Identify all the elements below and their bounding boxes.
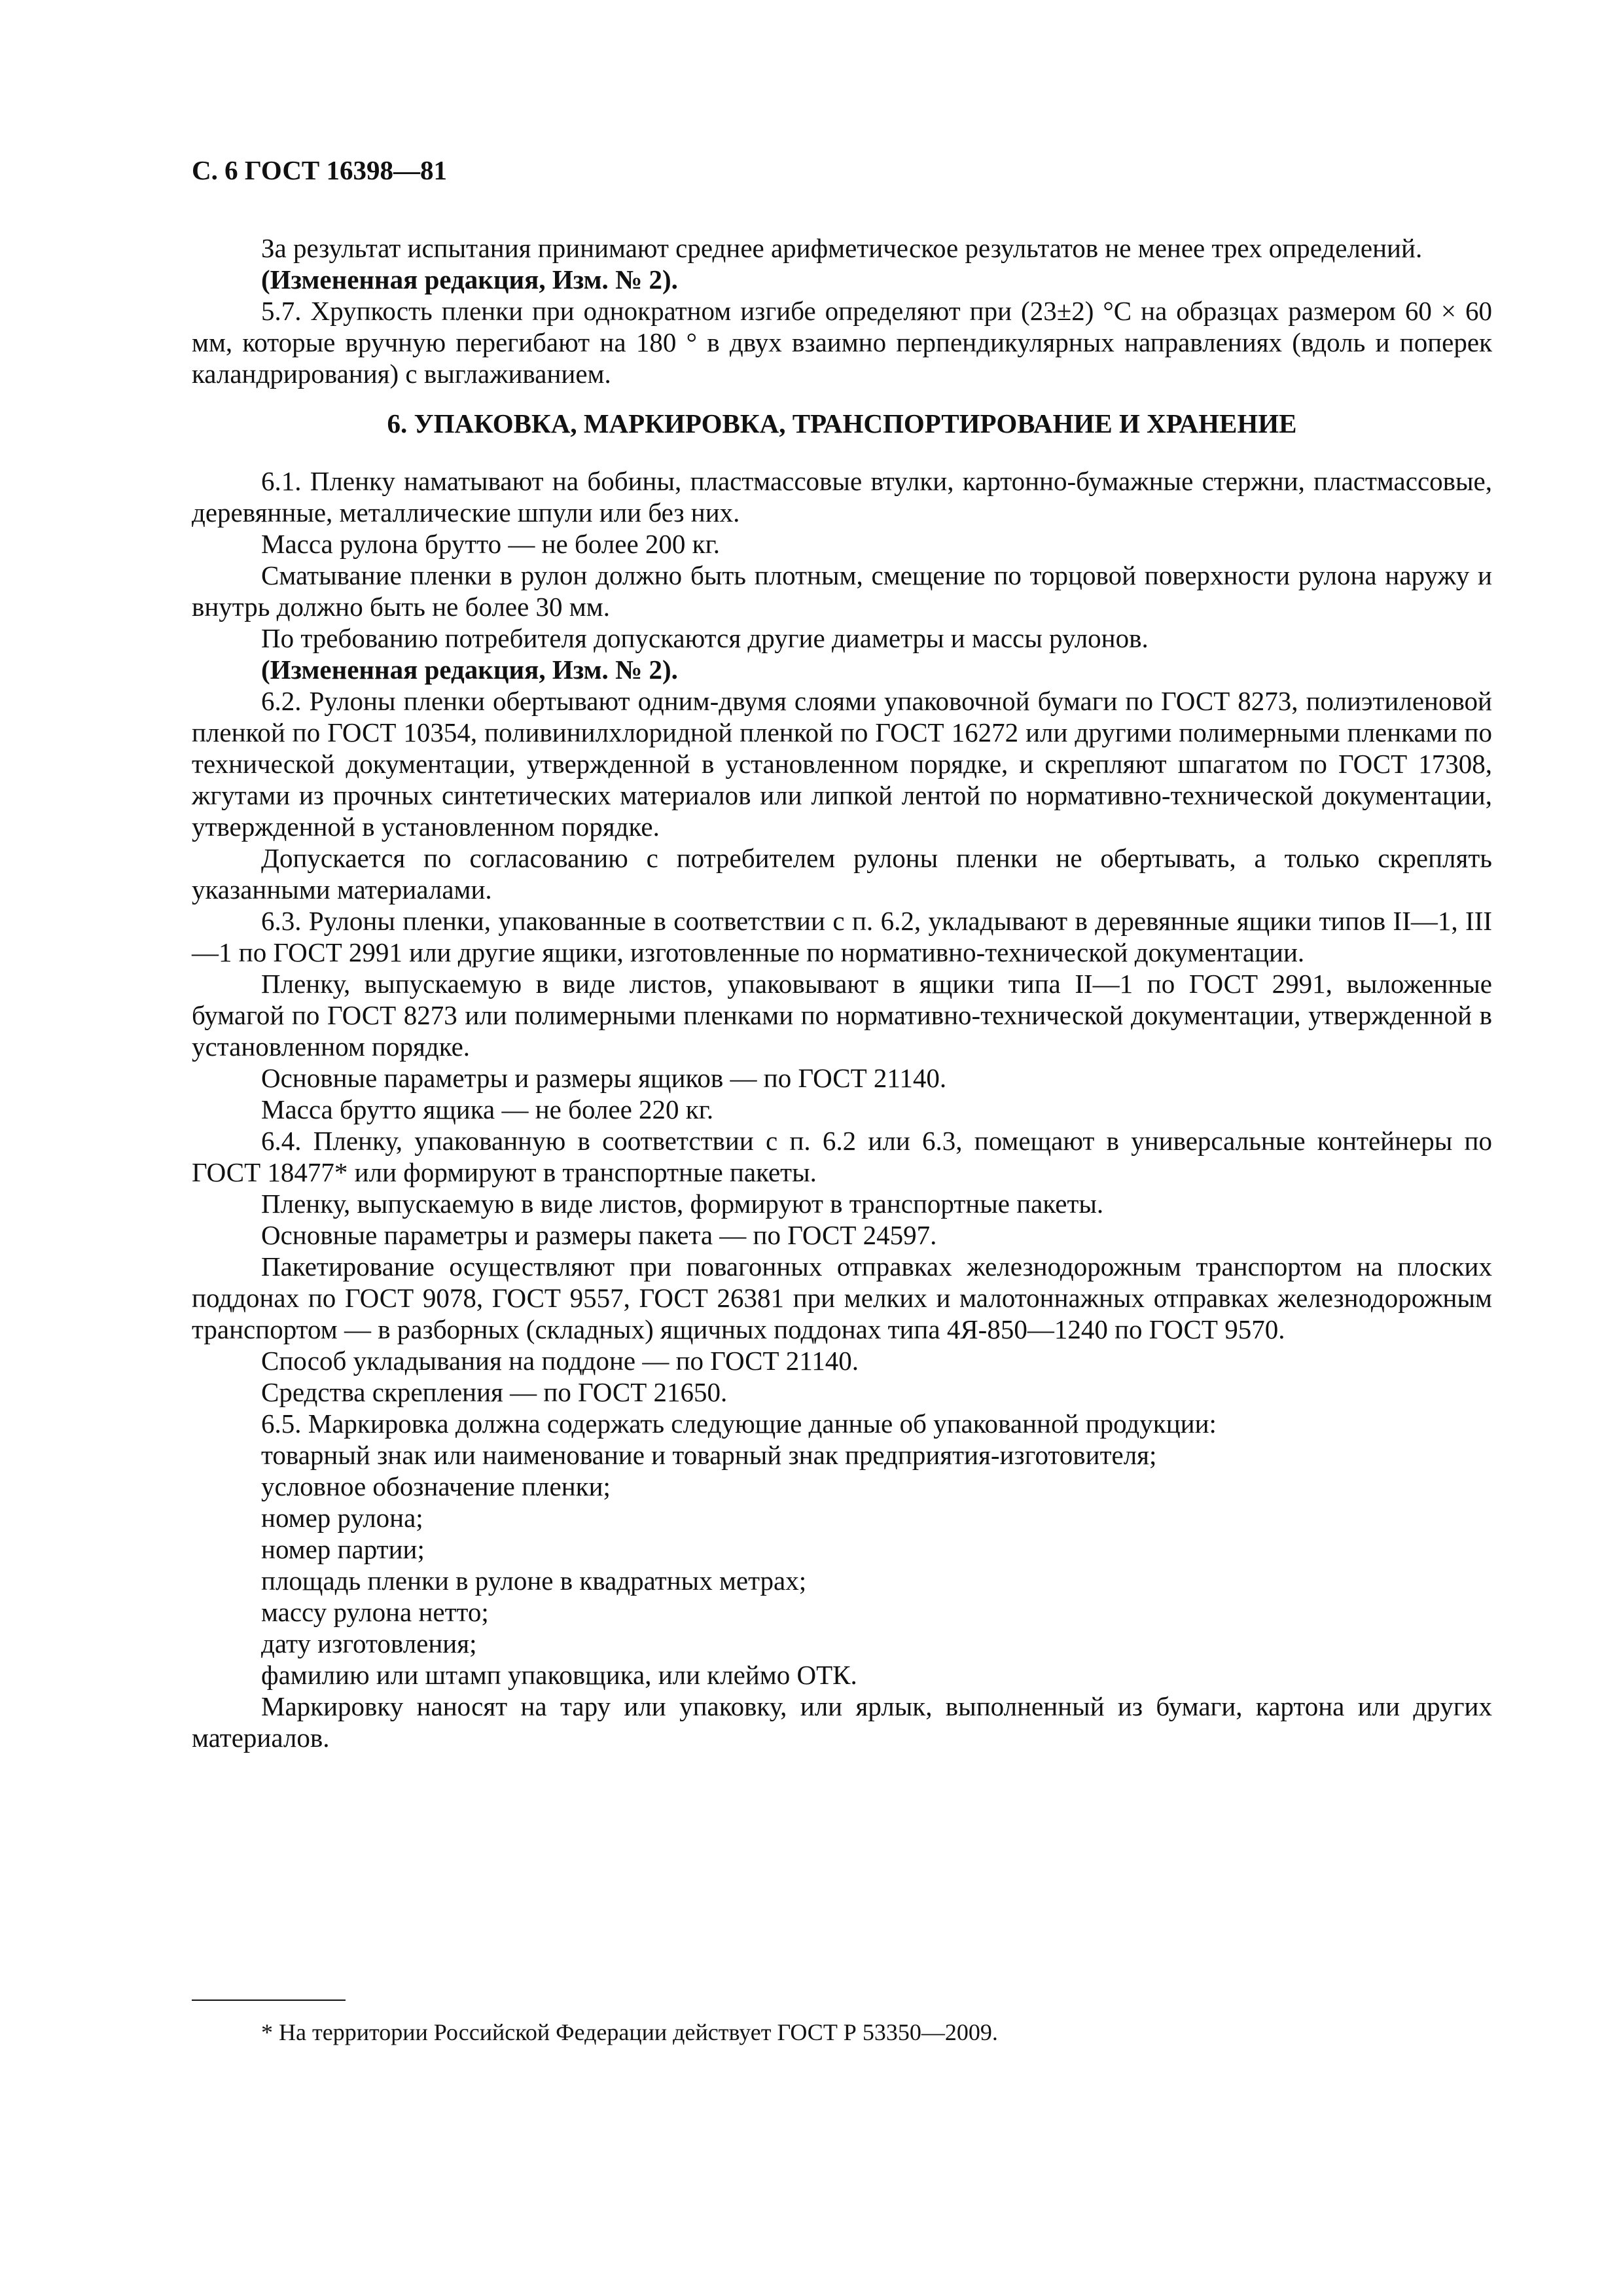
body-paragraph: Допускается по согласованию с потребителем рулоны пленки не обертывать, а только скреплять указанными материалами. [192, 843, 1492, 905]
body-paragraph: Пленку, выпускаемую в виде листов, упаковывают в ящики типа II—1 по ГОСТ 2991, выложенные бумагой по ГОСТ 8273 или полимерными пленками по нормативно-технической документации, утвержденной в установленном порядке. [192, 969, 1492, 1062]
section-heading: 6. УПАКОВКА, МАРКИРОВКА, ТРАНСПОРТИРОВАНИЕ И ХРАНЕНИЕ [387, 408, 1297, 439]
body-paragraph: Основные параметры и размеры пакета — по ГОСТ 24597. [261, 1220, 937, 1250]
body-paragraph: дату изготовления; [261, 1628, 477, 1659]
body-paragraph: Масса рулона брутто — не более 200 кг. [261, 529, 721, 559]
body-paragraph: 6.3. Рулоны пленки, упакованные в соответствии с п. 6.2, укладывают в деревянные ящики типов II—1, III—1 по ГОСТ 2991 или другие ящики, изготовленные по нормативно-технической документации. [192, 906, 1492, 967]
body-paragraph: 6.5. Маркировка должна содержать следующие данные об упакованной продукции: [261, 1408, 1217, 1439]
body-paragraph: 6.1. Пленку наматывают на бобины, пластмассовые втулки, картонно-бумажные стержни, пластмассовые, деревянные, металлические шпули или без них. [192, 466, 1492, 528]
body-paragraph: По требованию потребителя допускаются другие диаметры и массы рулонов. [261, 623, 1149, 653]
body-paragraph: условное обозначение пленки; [261, 1471, 611, 1501]
body-paragraph: Средства скрепления — по ГОСТ 21650. [261, 1377, 728, 1407]
page-header: С. 6 ГОСТ 16398—81 [192, 155, 448, 185]
body-paragraph: Способ укладывания на поддоне — по ГОСТ 21140. [261, 1346, 859, 1376]
body-paragraph: Пленку, выпускаемую в виде листов, формируют в транспортные пакеты. [261, 1189, 1104, 1219]
document-body [192, 232, 1492, 1753]
body-paragraph: Маркировку наносят на тару или упаковку, или ярлык, выполненный из бумаги, картона или других материалов. [192, 1691, 1492, 1753]
body-paragraph: 6.4. Пленку, упакованную в соответствии с п. 6.2 или 6.3, помещают в универсальные контейнеры по ГОСТ 18477* или формируют в транспортные пакеты. [192, 1126, 1492, 1187]
body-paragraph: массу рулона нетто; [261, 1597, 489, 1627]
body-paragraph: фамилию или штамп упаковщика, или клеймо ОТК. [261, 1660, 857, 1690]
body-paragraph: Масса брутто ящика — не более 220 кг. [261, 1094, 714, 1124]
revision-note: (Измененная редакция, Изм. № 2). [261, 655, 678, 685]
body-paragraph: номер рулона; [261, 1503, 423, 1533]
body-paragraph: 6.2. Рулоны пленки обертывают одним-двумя слоями упаковочной бумаги по ГОСТ 8273, полиэтиленовой пленкой по ГОСТ 10354, поливинилхлоридной пленкой по ГОСТ 16272 или другими полимерными пленками по технической документации, утвержденной в установленном порядке, и скрепляют шпагатом по ГОСТ 17308, жгутами из прочных синтетических материалов или липкой лентой по нормативно-технической документации, утвержденной в установленном порядке. [192, 686, 1492, 842]
body-paragraph: Основные параметры и размеры ящиков — по ГОСТ 21140. [261, 1063, 947, 1093]
body-paragraph: площадь пленки в рулоне в квадратных метрах; [261, 1566, 807, 1596]
body-paragraph: Сматывание пленки в рулон должно быть плотным, смещение по торцовой поверхности рулона наружу и внутрь должно быть не более 30 мм. [192, 560, 1492, 622]
footnote: * На территории Российской Федерации действует ГОСТ Р 53350—2009. [261, 2019, 998, 2045]
revision-note: (Измененная редакция, Изм. № 2). [261, 264, 678, 295]
body-paragraph: 5.7. Хрупкость пленки при однократном изгибе определяют при (23±2) °С на образцах размером 60 × 60 мм, которые вручную перегибают на 180 ° в двух взаимно перпендикулярных направлениях (вдоль и поперек каландрирования) с выглаживанием. [192, 296, 1492, 389]
body-paragraph: товарный знак или наименование и товарный знак предприятия-изготовителя; [261, 1440, 1157, 1470]
body-paragraph: Пакетирование осуществляют при повагонных отправках железнодорожным транспортом на плоских поддонах по ГОСТ 9078, ГОСТ 9557, ГОСТ 26381 при мелких и малотоннажных отправках железнодорожным транспортом — в разборных (складных) ящичных поддонах типа 4Я-850—1240 по ГОСТ 9570. [192, 1251, 1492, 1344]
body-paragraph: номер партии; [261, 1534, 425, 1564]
footnote-rule [192, 2000, 346, 2001]
body-paragraph: За результат испытания принимают среднее арифметическое результатов не менее трех определений. [261, 233, 1423, 263]
